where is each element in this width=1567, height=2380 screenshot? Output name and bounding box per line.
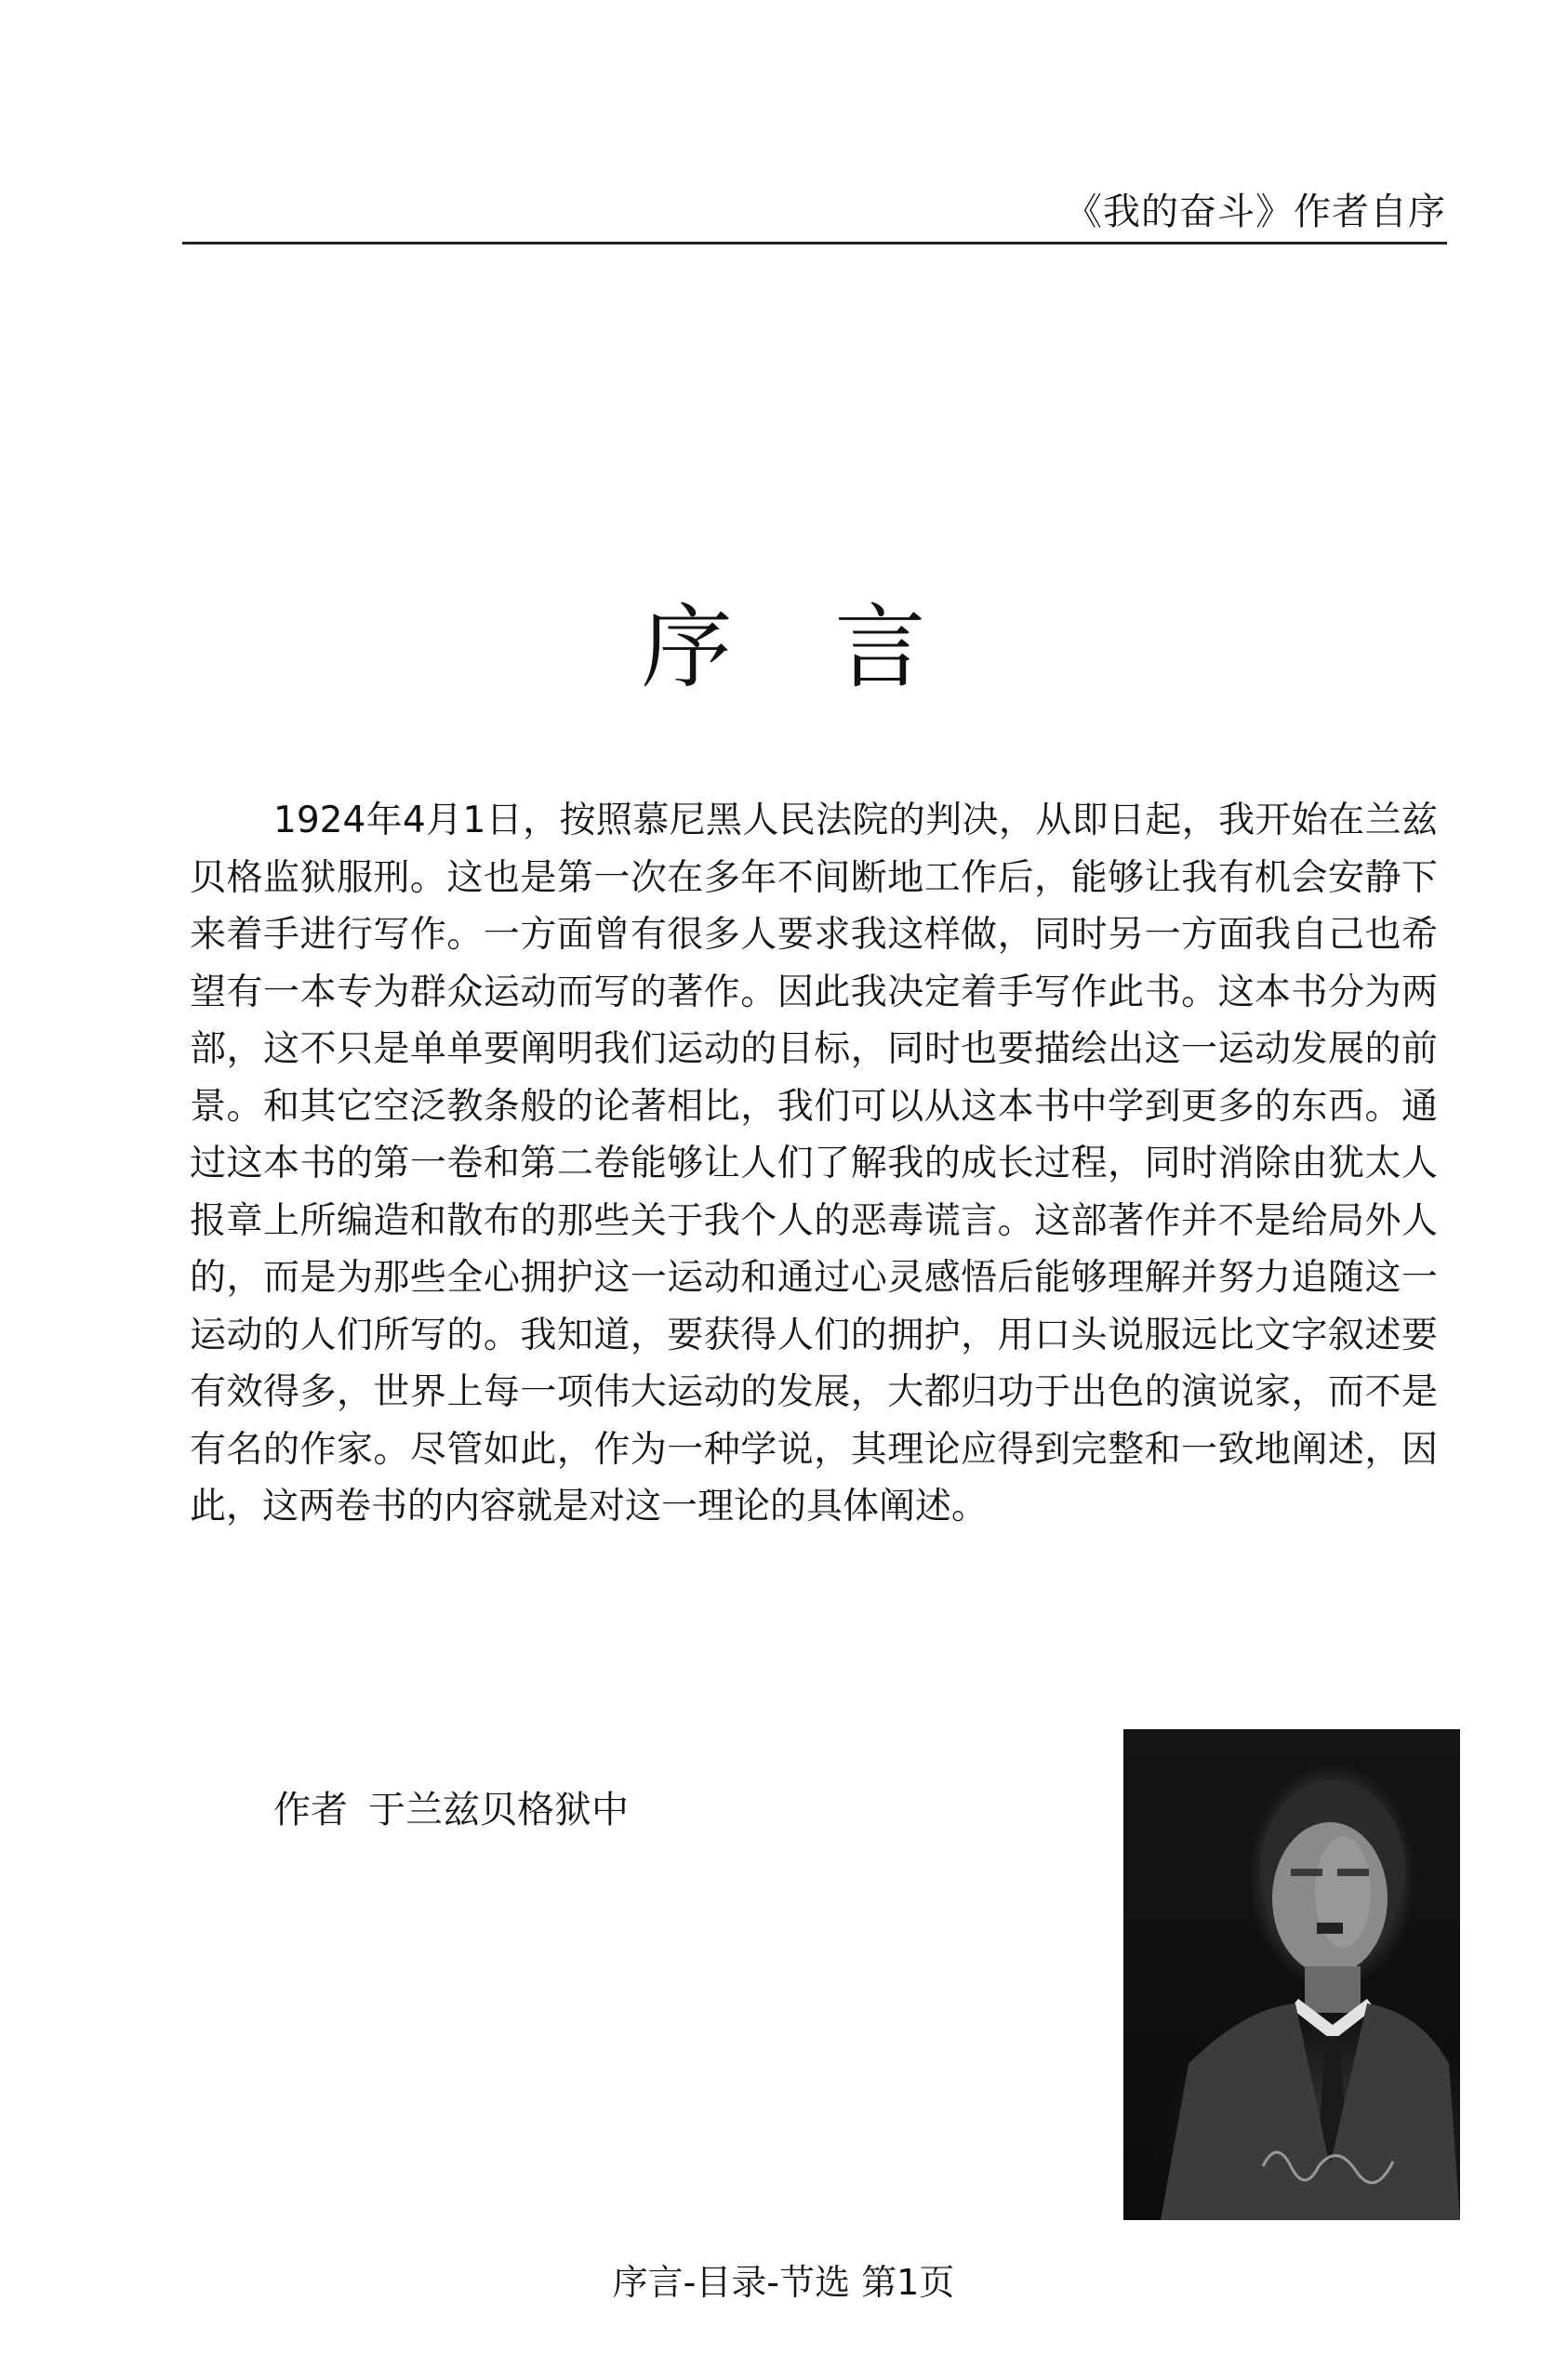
signature-line [273, 1780, 629, 1833]
body-paragraph: 1924年4月1日，按照慕尼黑人民法院的判决，从即日起，我开始在兰兹贝格监狱服刑。这也是第一次在多年不间断地工作后，能够让我有机会安静下来着手进行写作。一方面曾有很多人要求我这样做，同时另一方面我自己也希望有一本专为群众运动而写的著作。因此我决定着手写作此书。这本书分为两部，这不只是单单要阐明我们运动的目标，同时也要描绘出这一运动发展的前景。和其它空泛教条般的论著相比，我们可以从这本书中学到更多的东西。通过这本书的第一卷和第二卷能够让人们了解我的成长过程，同时消除由犹太人报章上所编造和散布的那些关于我个人的恶毒谎言。这部著作并不是给局外人的，而是为那些全心拥护这一运动和通过心灵感悟后能够理解并努力追随这一运动的人们所写的。我知道，要获得人们的拥护，用口头说服远比文字叙述要有效得多，世界上每一项伟大运动的发展，大都归功于出色的演说家，而不是有名的作家。尽管如此，作为一种学说，其理论应得到完整和一致地阐述，因此，这两卷书的内容就是对这一理论的具体阐述。 [190, 800, 1438, 1527]
header-rule [182, 242, 1447, 245]
signature-location: 于兰兹贝格狱中 [368, 1789, 629, 1831]
portrait-illustration [1123, 1729, 1460, 2220]
chapter-title: 序言 [641, 594, 1029, 701]
portrait-photo [1123, 1729, 1460, 2220]
page-footer: 序言-目录-节选 第1页 [612, 2262, 955, 2303]
signature-author: 作者 [273, 1789, 348, 1831]
running-header: 《我的奋斗》作者自序 [1065, 191, 1446, 233]
